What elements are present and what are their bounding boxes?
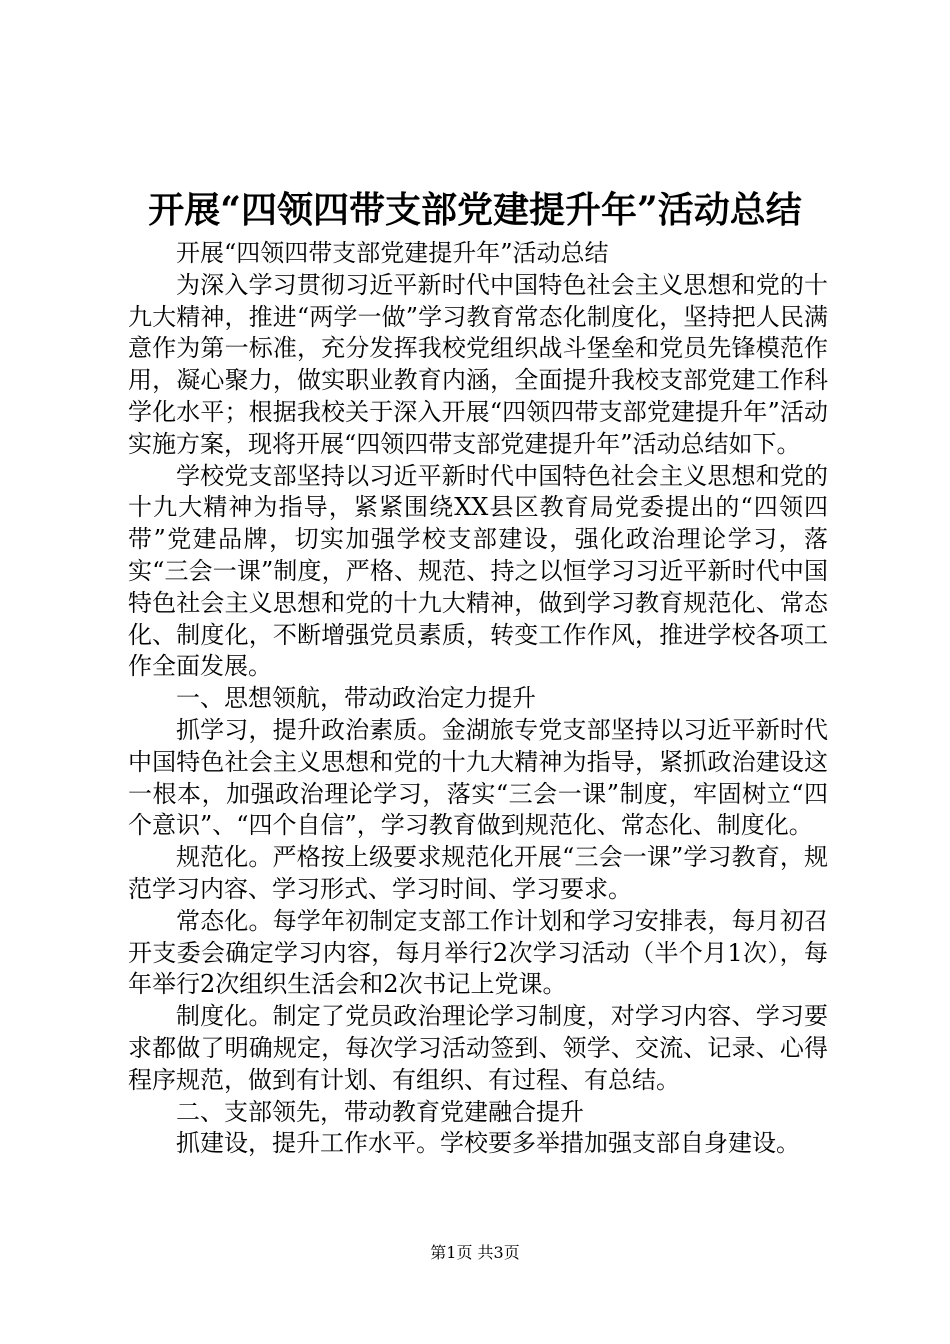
document-body xyxy=(128,238,828,1160)
section-heading-1: 一、思想领航，带动政治定力提升 xyxy=(176,684,536,713)
paragraph-study: 抓学习，提升政治素质。金湖旅专党支部坚持以习近平新时代中国特色社会主义思想和党的十九大精神为指导，紧抓政治建设这一根本，加强政治理论学习，落实“三会一课”制度，牢固树立“四个意识”、“四个自信”，学习教育做到规范化、常态化、制度化。 xyxy=(128,715,828,840)
paragraph-standardization: 规范化。严格按上级要求规范化开展“三会一课”学习教育，规范学习内容、学习形式、学习时间、学习要求。 xyxy=(128,843,828,903)
paragraph-normalization: 常态化。每学年初制定支部工作计划和学习安排表，每月初召开支委会确定学习内容，每月举行2次学习活动（半个月1次），每年举行2次组织生活会和2次书记上党课。 xyxy=(128,906,828,999)
section-heading-2: 二、支部领先，带动教育党建融合提升 xyxy=(176,1097,584,1126)
document-title: 开展“四领四带支部党建提升年”活动总结 xyxy=(148,189,802,231)
paragraph-overview: 学校党支部坚持以习近平新时代中国特色社会主义思想和党的十九大精神为指导，紧紧围绕XX县区教育局党委提出的“四领四带”党建品牌，切实加强学校支部建设，强化政治理论学习，落实“三会一课”制度，严格、规范、持之以恒学习习近平新时代中国特色社会主义思想和党的十九大精神，做到学习教育规范化、常态化、制度化，不断增强党员素质，转变工作作风，推进学校各项工作全面发展。 xyxy=(128,461,828,681)
paragraph-intro: 为深入学习贯彻习近平新时代中国特色社会主义思想和党的十九大精神，推进“两学一做”学习教育常态化制度化，坚持把人民满意作为第一标准，充分发挥我校党组织战斗堡垒和党员先锋模范作用，凝心聚力，做实职业教育内涵，全面提升我校支部党建工作科学化水平；根据我校关于深入开展“四领四带支部党建提升年”活动实施方案，现将开展“四领四带支部党建提升年”活动总结如下。 xyxy=(128,270,828,458)
paragraph-subtitle: 开展“四领四带支部党建提升年”活动总结 xyxy=(176,239,609,267)
page-footer: 第1页 共3页 xyxy=(430,1243,520,1262)
paragraph-construction: 抓建设，提升工作水平。学校要多举措加强支部自身建设。 xyxy=(176,1129,800,1158)
paragraph-institutionalization: 制度化。制定了党员政治理论学习制度，对学习内容、学习要求都做了明确规定，每次学习活动签到、领学、交流、记录、心得程序规范，做到有计划、有组织、有过程、有总结。 xyxy=(128,1002,828,1094)
